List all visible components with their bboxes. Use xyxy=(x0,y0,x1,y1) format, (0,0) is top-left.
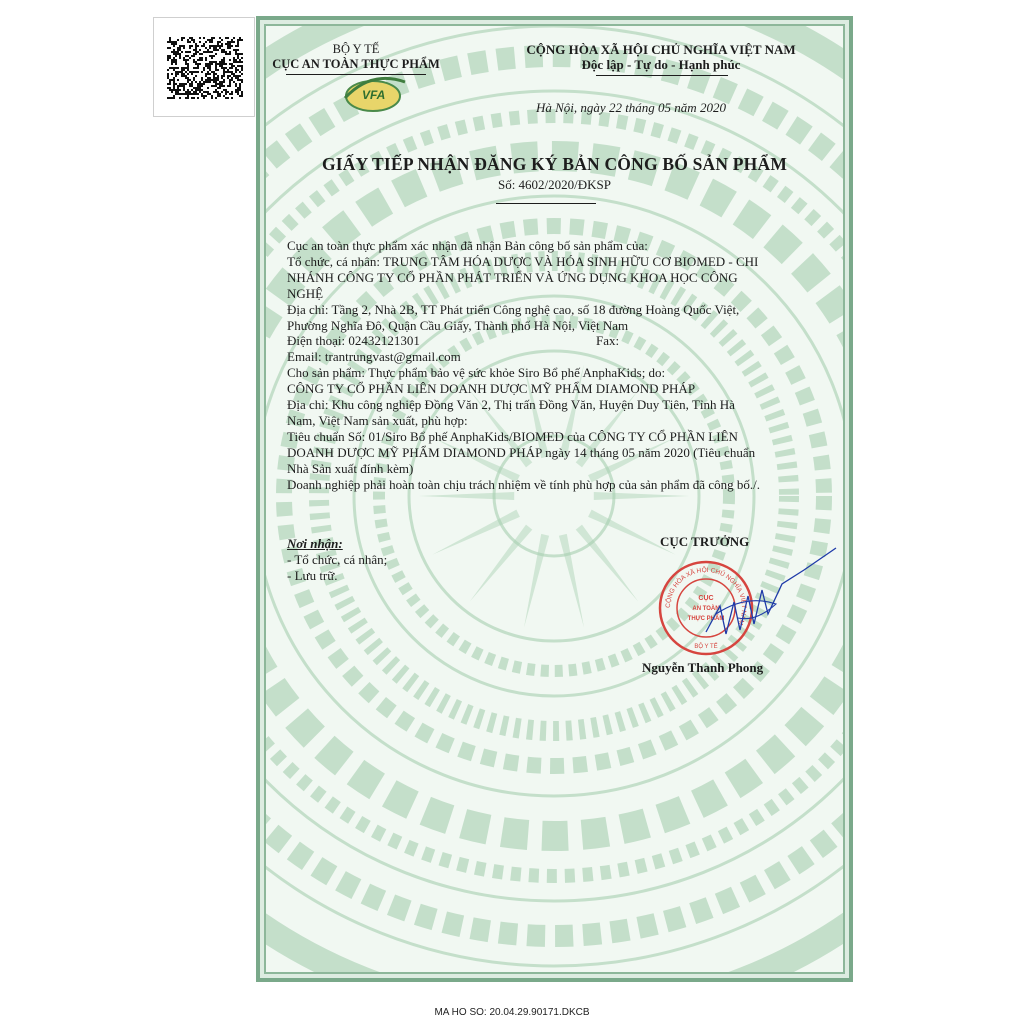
organization-line: NGHỆ xyxy=(287,285,324,301)
svg-text:THỰC PHẨM: THỰC PHẨM xyxy=(687,616,725,622)
svg-text:CỤC: CỤC xyxy=(698,595,714,602)
standard-line: Nhà Sản xuất đính kèm) xyxy=(287,460,414,476)
document-number: Số: 4602/2020/ĐKSP xyxy=(497,177,612,192)
fax-label: Fax: xyxy=(596,333,620,349)
issue-date: Hà Nội, ngày 22 tháng 05 năm 2020 xyxy=(536,100,726,115)
address-line: Phường Nghĩa Đô, Quận Cầu Giấy, Thành phố Hà Nội, Việt Nam xyxy=(287,317,629,333)
standard-line: Tiêu chuẩn Số: 01/Siro Bổ phế AnphaKids/BIOMED của CÔNG TY CỔ PHẦN LIÊN xyxy=(287,428,738,444)
recipients-block xyxy=(287,536,387,584)
responsibility-text: Doanh nghiệp phải hoàn toàn chịu trách nhiệm về tính phù hợp của sản phẩm đã công bố./. xyxy=(287,476,760,492)
svg-text:AN TOÀN: AN TOÀN xyxy=(692,606,720,612)
organization-line: NHÁNH CÔNG TY CỔ PHẦN PHÁT TRIỂN VÀ ỨNG DỤNG KHOA HỌC CÔNG xyxy=(287,269,738,285)
phone-text: Điện thoại: 02432121301 xyxy=(287,333,420,349)
standard-line: DOANH DƯỢC MỸ PHẨM DIAMOND PHÁP ngày 14 tháng 05 năm 2020 (Tiêu chuẩn xyxy=(287,444,756,460)
document-title: GIẤY TIẾP NHẬN ĐĂNG KÝ BẢN CÔNG BỐ SẢN PHẨM xyxy=(321,154,788,174)
manufacturer-address-line: Địa chỉ: Khu công nghiệp Đồng Văn 2, Thị trấn Đồng Văn, Huyện Duy Tiên, Tỉnh Hà xyxy=(287,397,735,413)
national-motto: Độc lập - Tự do - Hạnh phúc xyxy=(581,57,741,72)
title-rule xyxy=(496,203,596,204)
certificate xyxy=(256,16,853,982)
svg-text:BỘ Y TẾ: BỘ Y TẾ xyxy=(694,644,718,650)
intro-text: Cục an toàn thực phẩm xác nhận đã nhận Bản công bố sản phẩm của: xyxy=(287,238,648,253)
national-header xyxy=(481,42,841,72)
address-line: Địa chỉ: Tầng 2, Nhà 2B, TT Phát triển Công nghệ cao, số 18 đường Hoàng Quốc Việt, xyxy=(287,301,740,317)
signer-name: Nguyễn Thanh Phong xyxy=(642,660,764,675)
manufacturer-address-line: Nam, Việt Nam sản xuất, phù hợp: xyxy=(287,412,468,428)
product-text: Cho sản phẩm: Thực phẩm bảo vệ sức khỏe Siro Bổ phế AnphaKids; do: xyxy=(287,365,666,381)
signer-position: CỤC TRƯỞNG xyxy=(660,534,750,549)
manufacturer-text: CÔNG TY CỔ PHẦN LIÊN DOANH DƯỢC MỸ PHẨM DIAMOND PHÁP xyxy=(287,381,696,397)
certificate-body xyxy=(287,238,842,493)
vfa-logo-text: VFA xyxy=(362,88,386,102)
header-right-rule xyxy=(596,75,728,76)
recipient-item: - Tổ chức, cá nhân; xyxy=(287,552,388,567)
ministry-name: BỘ Y TẾ xyxy=(332,42,380,56)
recipients-heading: Nơi nhận: xyxy=(287,536,343,551)
organization-line: Tổ chức, cá nhân: TRUNG TÂM HÓA DƯỢC VÀ HÓA SINH HỮU CƠ BIOMED - CHI xyxy=(287,253,759,269)
svg-text:CỘNG HÒA XÃ HỘI CHỦ NGHĨA VIỆT: CỘNG HÒA XÃ HỘI CHỦ NGHĨA VIỆT NAM xyxy=(664,566,748,626)
handwritten-signature xyxy=(686,544,846,644)
department-name: CỤC AN TOÀN THỰC PHẨM xyxy=(272,57,440,71)
dossier-code: MA HO SO: 20.04.29.90171.DKCB xyxy=(434,1007,590,1018)
qr-code-box xyxy=(153,17,255,117)
email-text: Email: trantrungvast@gmail.com xyxy=(287,349,461,365)
header-left-rule xyxy=(286,74,426,75)
qr-code-icon xyxy=(167,37,243,99)
country-name: CỘNG HÒA XÃ HỘI CHỦ NGHĨA VIỆT NAM xyxy=(526,42,796,57)
recipient-item: - Lưu trữ. xyxy=(287,568,338,583)
issuing-authority xyxy=(256,42,456,72)
contact-line xyxy=(287,333,842,349)
